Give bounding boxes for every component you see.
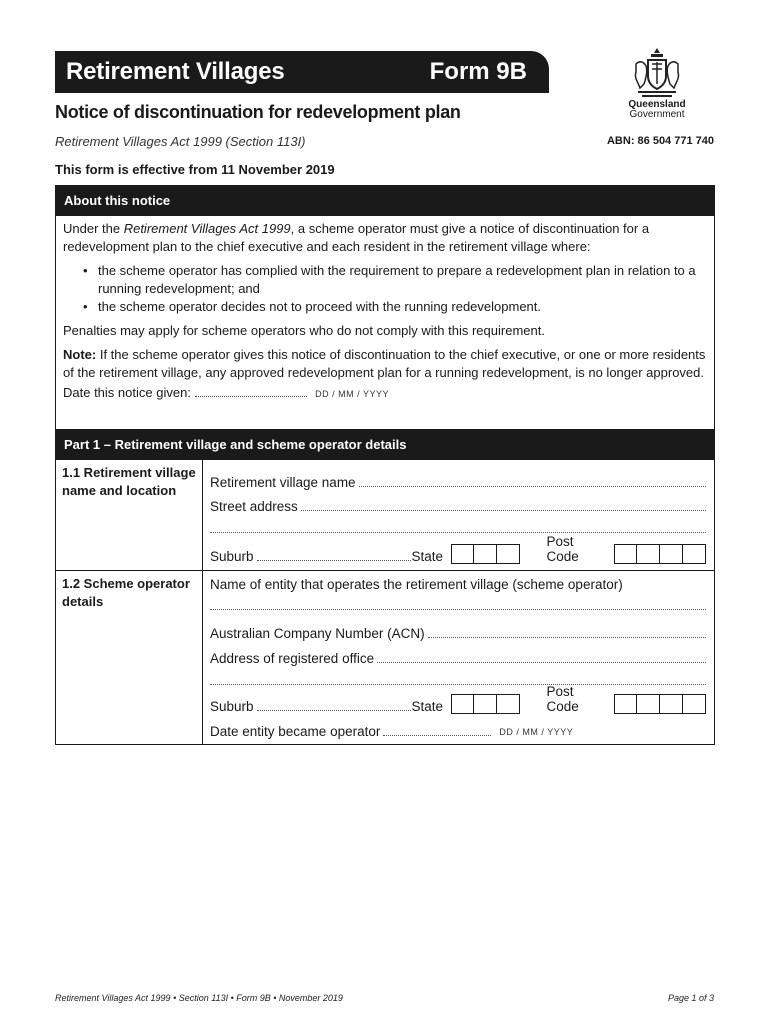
row-village-details bbox=[56, 459, 714, 570]
form-number: Form 9B bbox=[429, 58, 527, 85]
street-address-field[interactable]: Street address bbox=[210, 496, 706, 514]
note-text: Note: If the scheme operator gives this notice of discontinuation to the chief executive, or one or more residents of the retirement village, any approved redevelopment plan for a running redevelopment, is no longer approved. bbox=[63, 347, 706, 380]
coat-of-arms-icon bbox=[632, 46, 682, 98]
row-operator-details bbox=[56, 570, 714, 745]
suburb-state-postcode: Suburb State Post Code bbox=[210, 546, 706, 564]
date-operator-field: Date entity became operator DD / MM / YYYY bbox=[210, 724, 574, 739]
effective-date: This form is effective from 11 November 2019 bbox=[55, 162, 335, 177]
registered-office-field[interactable]: Address of registered office bbox=[210, 648, 706, 666]
operator-postcode-input[interactable] bbox=[614, 694, 706, 714]
about-notice-section bbox=[55, 185, 715, 430]
entity-name-field[interactable] bbox=[210, 595, 706, 613]
state-input[interactable] bbox=[451, 544, 520, 564]
date-notice-input[interactable] bbox=[195, 386, 307, 397]
suburb-input[interactable] bbox=[257, 560, 412, 561]
abn: ABN: 86 504 771 740 bbox=[606, 135, 714, 147]
section-1-2-label: 1.2 Scheme operator details bbox=[56, 571, 203, 745]
queensland-government-logo bbox=[626, 46, 688, 124]
logo-text-government: Government bbox=[629, 109, 685, 120]
page-number: Page 1 of 3 bbox=[667, 993, 714, 1003]
operator-suburb-state-postcode: Suburb State Post Code bbox=[210, 696, 706, 714]
form-title: Retirement Villages bbox=[66, 58, 285, 85]
operator-state-input[interactable] bbox=[451, 694, 520, 714]
act-reference: Retirement Villages Act 1999 (Section 113I) bbox=[55, 134, 306, 149]
part1-section bbox=[55, 429, 715, 745]
postcode-input[interactable] bbox=[614, 544, 706, 564]
registered-office-line2[interactable] bbox=[210, 670, 706, 688]
entity-name-label: Name of entity that operates the retirement village (scheme operator) bbox=[210, 577, 623, 592]
street-address-line2[interactable] bbox=[210, 518, 706, 536]
date-operator-input[interactable] bbox=[383, 735, 491, 736]
logo-text-queensland: Queensland bbox=[628, 99, 686, 110]
section-1-1-label: 1.1 Retirement village name and location bbox=[56, 460, 203, 570]
date-notice-given: Date this notice given: DD / MM / YYYY bbox=[63, 385, 390, 400]
form-subtitle: Notice of discontinuation for redevelopment plan bbox=[55, 102, 461, 122]
village-name-field[interactable]: Retirement village name bbox=[210, 472, 706, 490]
acn-field[interactable]: Australian Company Number (ACN) bbox=[210, 623, 706, 641]
about-intro: Under the Retirement Villages Act 1999, a scheme operator must give a notice of discontinuation for a redevelopment plan to the chief executive and each resident in the retirement village where: bbox=[63, 221, 650, 254]
penalties-text: Penalties may apply for scheme operators who do not comply with this requirement. bbox=[63, 323, 545, 338]
bullet-item: • the scheme operator has complied with the requirement to prepare a redevelopment plan in relation to a running redevelopment; and bbox=[83, 263, 696, 296]
part1-heading: Part 1 – Retirement village and scheme operator details bbox=[56, 430, 714, 460]
bullet-item: • the scheme operator decides not to proceed with the running redevelopment. bbox=[83, 299, 541, 314]
about-notice-heading: About this notice bbox=[56, 186, 714, 216]
operator-suburb-input[interactable] bbox=[257, 710, 412, 711]
form-banner bbox=[55, 51, 549, 93]
footer-reference: Retirement Villages Act 1999 • Section 113I • Form 9B • November 2019 bbox=[55, 993, 343, 1003]
about-bullets bbox=[63, 262, 706, 316]
